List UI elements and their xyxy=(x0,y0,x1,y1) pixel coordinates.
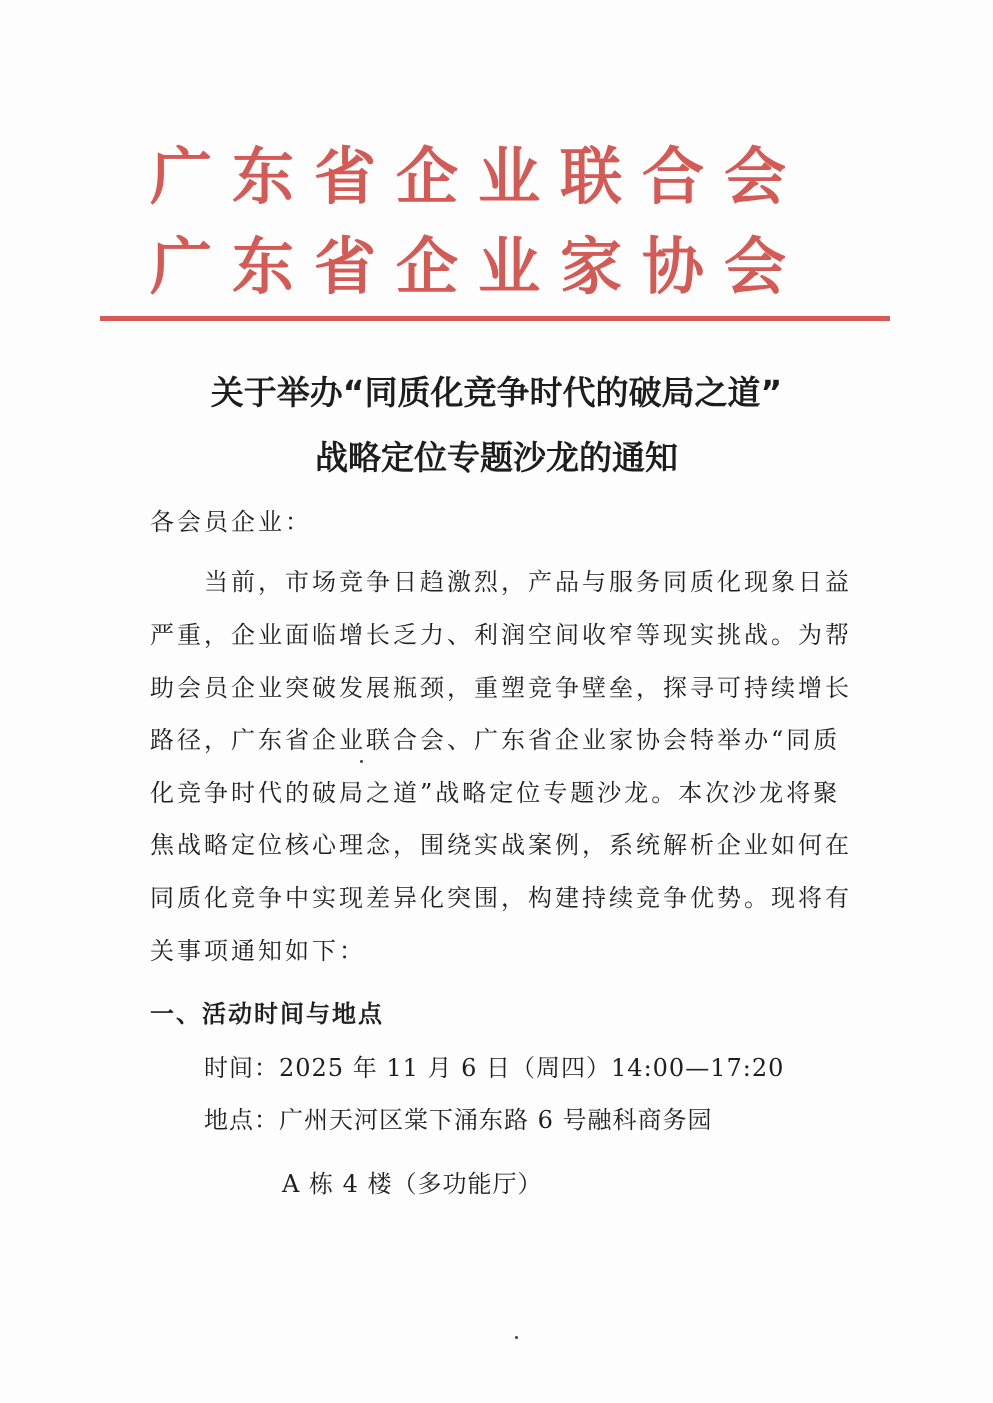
body-line: 当前，市场竞争日趋激烈，产品与服务同质化现象日益 xyxy=(204,568,852,596)
body-line: 焦战略定位核心理念，围绕实战案例，系统解析企业如何在 xyxy=(150,831,852,859)
body-line: 助会员企业突破发展瓶颈，重塑竞争壁垒，探寻可持续增长 xyxy=(150,674,852,702)
letterhead-divider xyxy=(100,316,890,321)
scan-speck xyxy=(360,760,363,763)
scan-speck xyxy=(515,1336,518,1339)
letterhead-org-1: 广东省企业联合会 xyxy=(150,140,807,213)
body-line: 化竞争时代的破局之道”战略定位专题沙龙。本次沙龙将聚 xyxy=(150,779,841,807)
body-line: 严重，企业面临增长乏力、利润空间收窄等现实挑战。为帮 xyxy=(150,621,852,649)
salutation: 各会员企业： xyxy=(150,508,312,536)
body-line: 同质化竞争中实现差异化突围，构建持续竞争优势。现将有 xyxy=(150,884,852,912)
letterhead-org-2: 广东省企业家协会 xyxy=(150,230,807,303)
event-time: 时间：2025 年 11 月 6 日（周四）14:00—17:20 xyxy=(204,1054,785,1082)
event-location-line-2: A 栋 4 楼（多功能厅） xyxy=(282,1170,543,1198)
notice-title-line-2: 战略定位专题沙龙的通知 xyxy=(315,438,678,477)
section-heading-time-location: 一、活动时间与地点 xyxy=(150,1000,384,1028)
event-location-line-1: 地点：广州天河区棠下涌东路 6 号融科商务园 xyxy=(204,1106,713,1134)
body-line: 关事项通知如下： xyxy=(150,937,366,965)
notice-title-line-1: 关于举办“同质化竞争时代的破局之道” xyxy=(210,373,783,412)
body-line: 路径，广东省企业联合会、广东省企业家协会特举办“同质 xyxy=(150,726,841,754)
